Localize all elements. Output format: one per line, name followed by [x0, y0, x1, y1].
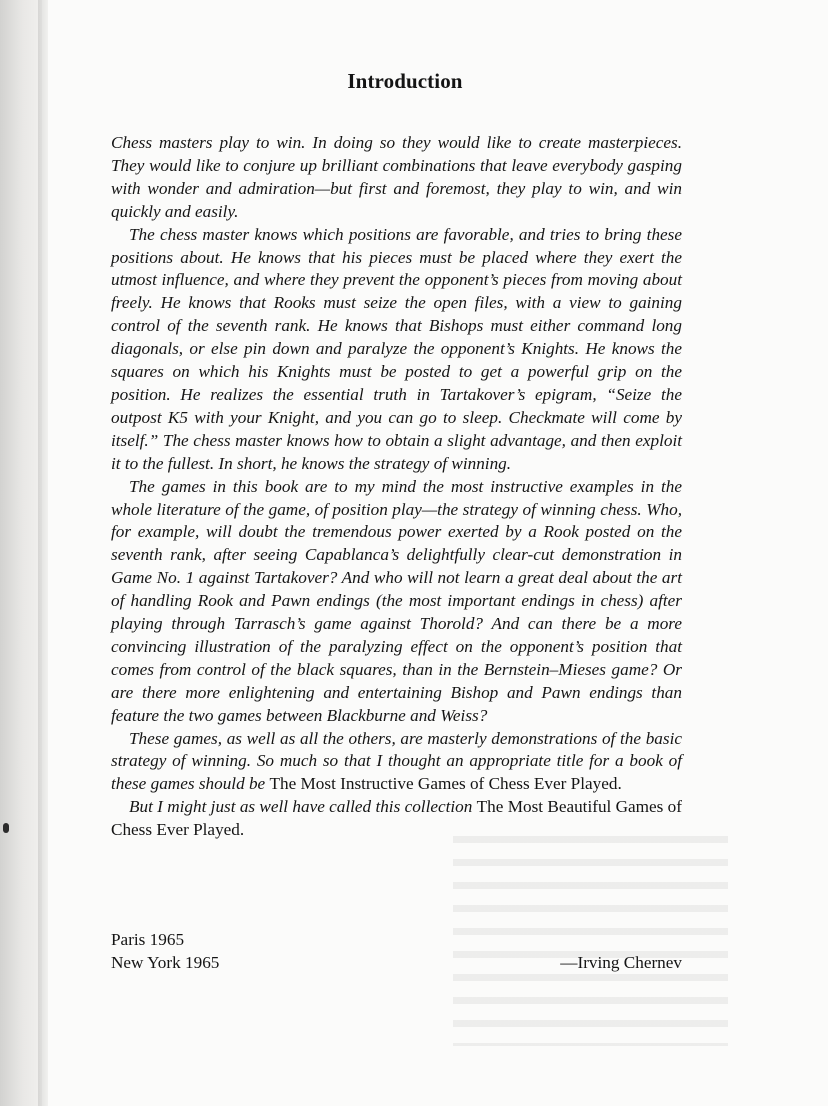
paragraph-4-book-title: The Most Instructive Games of Chess Ever Played. — [269, 774, 622, 794]
paragraph-2 — [111, 224, 682, 476]
page-title: Introduction — [347, 69, 463, 93]
author-signature: —Irving Chernev — [560, 952, 682, 972]
paragraph-5-book-title: The Most Beautiful Games of Chess Ever Played. — [111, 797, 682, 840]
paragraph-4 — [111, 728, 682, 797]
paragraph-5 — [111, 796, 682, 842]
paragraph-1 — [111, 132, 682, 224]
left-page-edge — [0, 0, 42, 1106]
introduction-body — [111, 132, 682, 842]
margin-mark — [3, 823, 9, 833]
paragraph-3-text: The games in this book are to my mind the most instructive examples in the whole literature of the game, of position play—the strategy of winning chess. Who, for example, will doubt the tremendous power exerted by a Rook posted on the seventh rank, after seeing Capablanca’s delightfully clear-cut demonstration in Game No. 1 against Tartakover? And who will not learn a great deal about the art of handling Rook and Pawn endings (the most important endings in chess) after playing through Tarrasch’s game against Thorold? And can there be a more convincing illustration of the paralyzing effect on the opponent’s position that comes from control of the black squares, than in the Bernstein–Mieses game? Or are there more enlightening and entertaining Bishop and Pawn endings than feature the two games between Blackburne and Weiss? — [111, 476, 682, 725]
signature-block — [111, 929, 682, 975]
place-date-2: New York 1965 — [111, 952, 220, 972]
paragraph-4-text: These games, as well as all the others, are masterly demonstrations of the basic strategy of winning. So much so that I thought an appropriate title for a book of these games should be — [111, 728, 682, 794]
paragraph-5-text: But I might just as well have called this collection — [129, 797, 473, 817]
paragraph-2-text: The chess master knows which positions are favorable, and tries to bring these positions about. He knows that his pieces must be placed where they exert the utmost influence, and where they prevent the opponent’s pieces from moving about freely. He knows that Rooks must seize the open files, with a view to gaining control of the seventh rank. He knows that Bishops must either command long diagonals, or else pin down and paralyze the opponent’s Knights. He knows the squares on which his Knights must be posted to get a powerful grip on the position. He realizes the essential truth in Tartakover’s epigram, “Seize the outpost K5 with your Knight, and you can go to sleep. Checkmate will come by itself.” The chess master knows how to obtain a slight advantage, and then exploit it to the fullest. In short, he knows the strategy of winning. — [111, 224, 682, 473]
place-date-1: Paris 1965 — [111, 930, 185, 949]
paragraph-3 — [111, 476, 682, 728]
paragraph-1-text: Chess masters play to win. In doing so they would like to create masterpieces. They would like to conjure up brilliant combinations that leave everybody gasping with wonder and admiration—but first and foremost, they play to win, and win quickly and easily. — [111, 133, 682, 221]
